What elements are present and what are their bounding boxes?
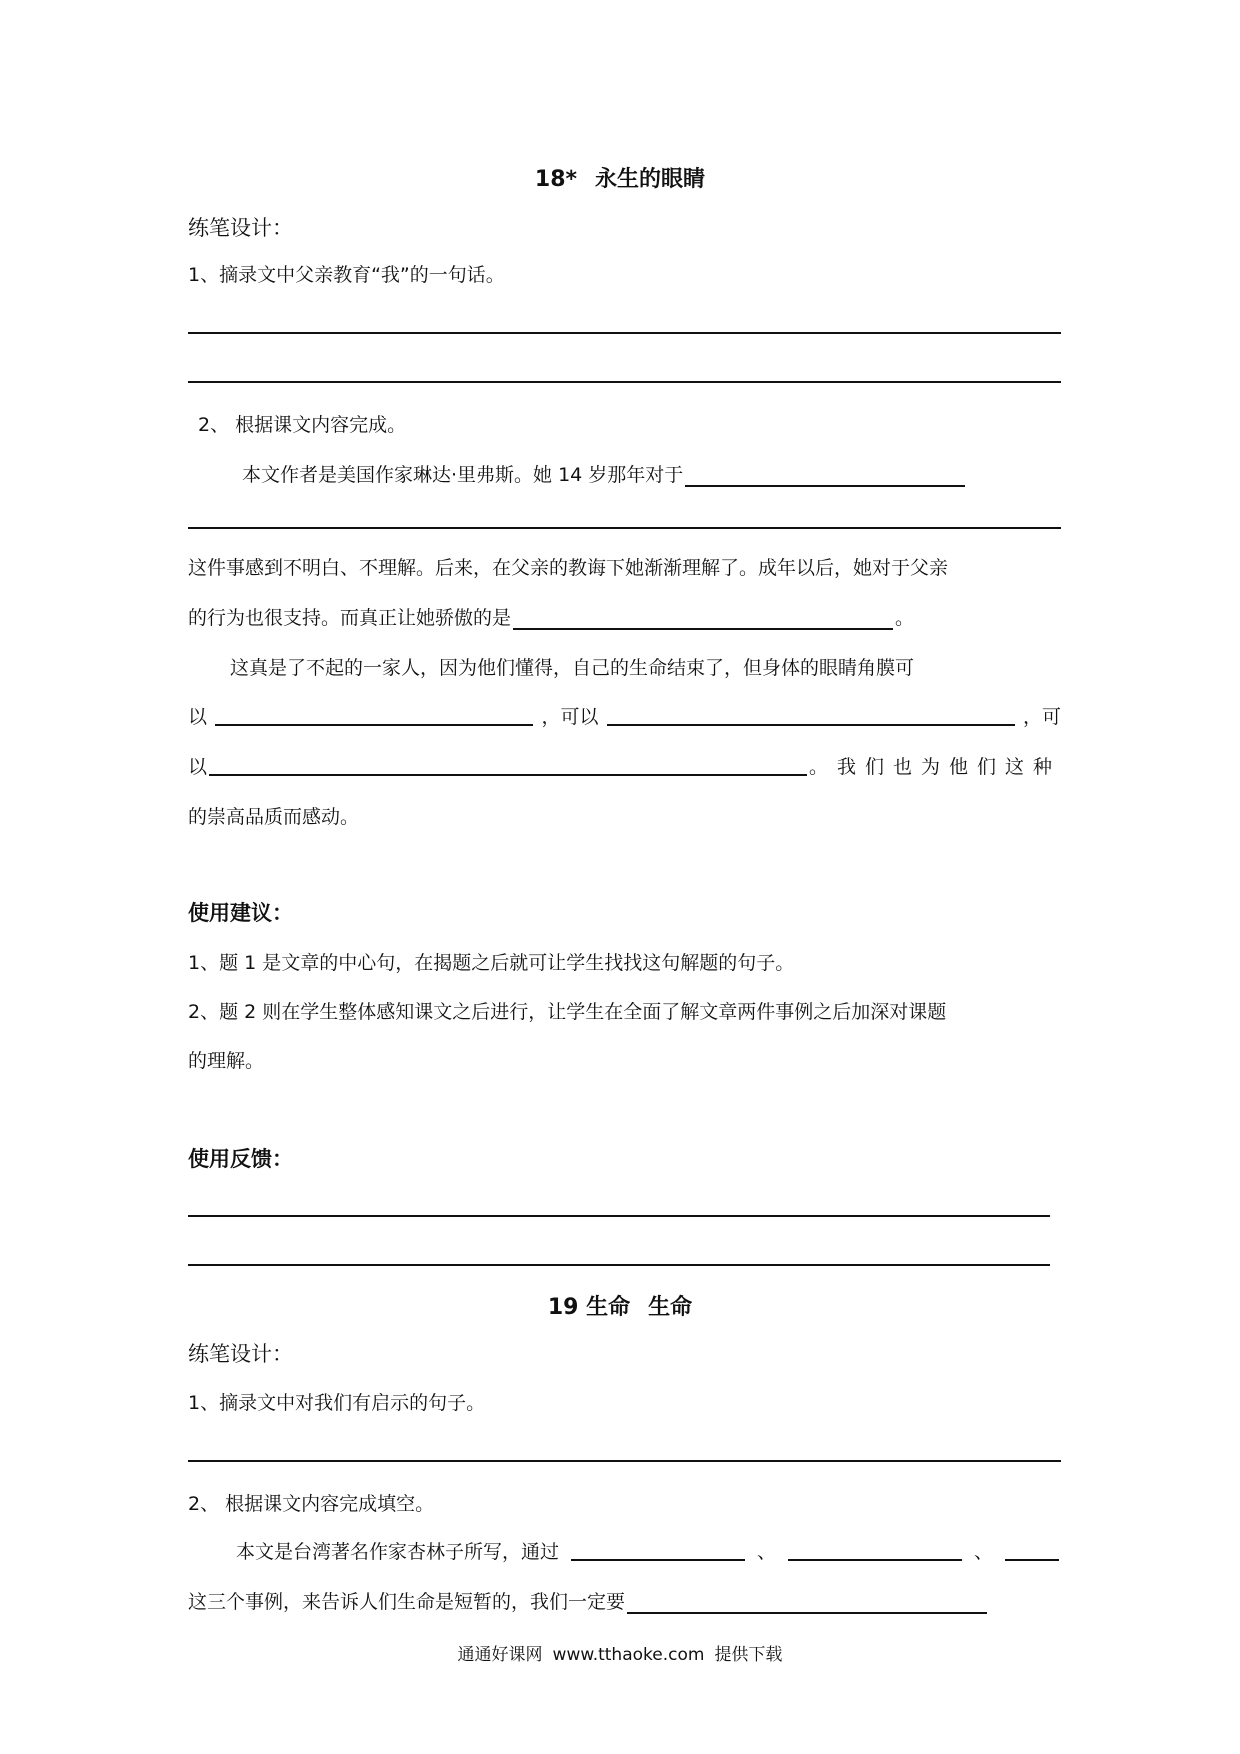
lesson18-number: 18* xyxy=(534,167,578,192)
lesson18-title xyxy=(0,162,1240,193)
paragraph-text: 这三个事例，来告诉人们生命是短暂的，我们一定要 xyxy=(188,1591,626,1613)
fill-blank[interactable] xyxy=(685,463,965,487)
lesson19-question-2: 2、 根据课文内容完成填空。 xyxy=(188,1493,435,1515)
lesson19-question-1: 1、摘录文中对我们有启示的句子。 xyxy=(188,1392,486,1414)
footer-site-name: 通通好课网 xyxy=(457,1645,543,1665)
lesson18-question-1: 1、摘录文中父亲教育“我”的一句话。 xyxy=(188,264,505,286)
paragraph-text: 、 xyxy=(973,1541,993,1563)
advice-item-continued: 的理解。 xyxy=(188,1050,265,1072)
feedback-line[interactable] xyxy=(188,1264,1050,1266)
paragraph-text: 的崇高品质而感动。 xyxy=(188,806,360,828)
fill-blank[interactable] xyxy=(1005,1537,1059,1561)
lesson19-number: 19 xyxy=(547,1295,579,1320)
lesson18-paragraph-line xyxy=(188,603,914,630)
paragraph-text: 这件事感到不明白、不理解。后来，在父亲的教诲下她渐渐理解了。成年以后，她对于父亲 xyxy=(188,557,949,579)
lesson18-paragraph-line xyxy=(188,702,1061,729)
fill-blank[interactable] xyxy=(627,1590,987,1614)
lesson18-paragraph-line xyxy=(188,752,1061,779)
paragraph-text: 本文是台湾著名作家杏林子所写，通过 xyxy=(236,1541,560,1563)
paragraph-text: 的行为也很支持。而真正让她骄傲的是 xyxy=(188,607,512,629)
page-footer xyxy=(0,1640,1240,1665)
fill-blank[interactable] xyxy=(607,702,1015,726)
paragraph-text: 本文作者是美国作家琳达·里弗斯。她 14 岁那年对于 xyxy=(242,464,684,486)
fill-blank[interactable] xyxy=(209,752,807,776)
lesson18-paragraph-line xyxy=(242,460,967,487)
fill-blank[interactable] xyxy=(215,702,533,726)
paragraph-text: 、 xyxy=(756,1541,776,1563)
lesson19-paragraph-line xyxy=(236,1537,1061,1564)
answer-line[interactable] xyxy=(188,381,1061,383)
lesson19-title xyxy=(0,1290,1240,1321)
lesson18-question-2: 2、 根据课文内容完成。 xyxy=(198,414,407,436)
lesson19-name-2: 生命 xyxy=(648,1295,693,1320)
answer-line[interactable] xyxy=(188,527,1061,529)
fill-blank[interactable] xyxy=(513,606,893,630)
answer-line[interactable] xyxy=(188,332,1061,334)
footer-suffix: 提供下载 xyxy=(714,1645,783,1665)
paragraph-text: ，可 xyxy=(1022,706,1061,728)
lesson18-name: 永生的眼睛 xyxy=(595,167,706,192)
lesson18-practice-heading: 练笔设计： xyxy=(188,216,293,240)
fill-blank[interactable] xyxy=(571,1537,745,1561)
lesson18-feedback-heading: 使用反馈： xyxy=(188,1147,293,1171)
advice-item: 1、题 1 是文章的中心句，在揭题之后就可让学生找找这句解题的句子。 xyxy=(188,952,795,974)
paragraph-text: 以 xyxy=(188,706,208,728)
fill-blank[interactable] xyxy=(788,1537,962,1561)
lesson19-practice-heading: 练笔设计： xyxy=(188,1342,293,1366)
feedback-line[interactable] xyxy=(188,1215,1050,1217)
advice-item: 2、题 2 则在学生整体感知课文之后进行，让学生在全面了解文章两件事例之后加深对课题 xyxy=(188,1001,947,1023)
paragraph-text: ，可以 xyxy=(541,706,599,728)
paragraph-text: 。我们也为他们这种 xyxy=(808,756,1061,778)
lesson19-name-1: 生命 xyxy=(586,1295,631,1320)
answer-line[interactable] xyxy=(188,1460,1061,1462)
footer-url[interactable]: www.tthaoke.com xyxy=(552,1645,705,1665)
lesson19-paragraph-line xyxy=(188,1587,989,1614)
paragraph-text: 。 xyxy=(895,607,915,629)
paragraph-text: 这真是了不起的一家人，因为他们懂得，自己的生命结束了，但身体的眼睛角膜可 xyxy=(230,657,915,679)
lesson18-advice-heading: 使用建议： xyxy=(188,901,293,925)
paragraph-text: 以 xyxy=(188,756,208,778)
